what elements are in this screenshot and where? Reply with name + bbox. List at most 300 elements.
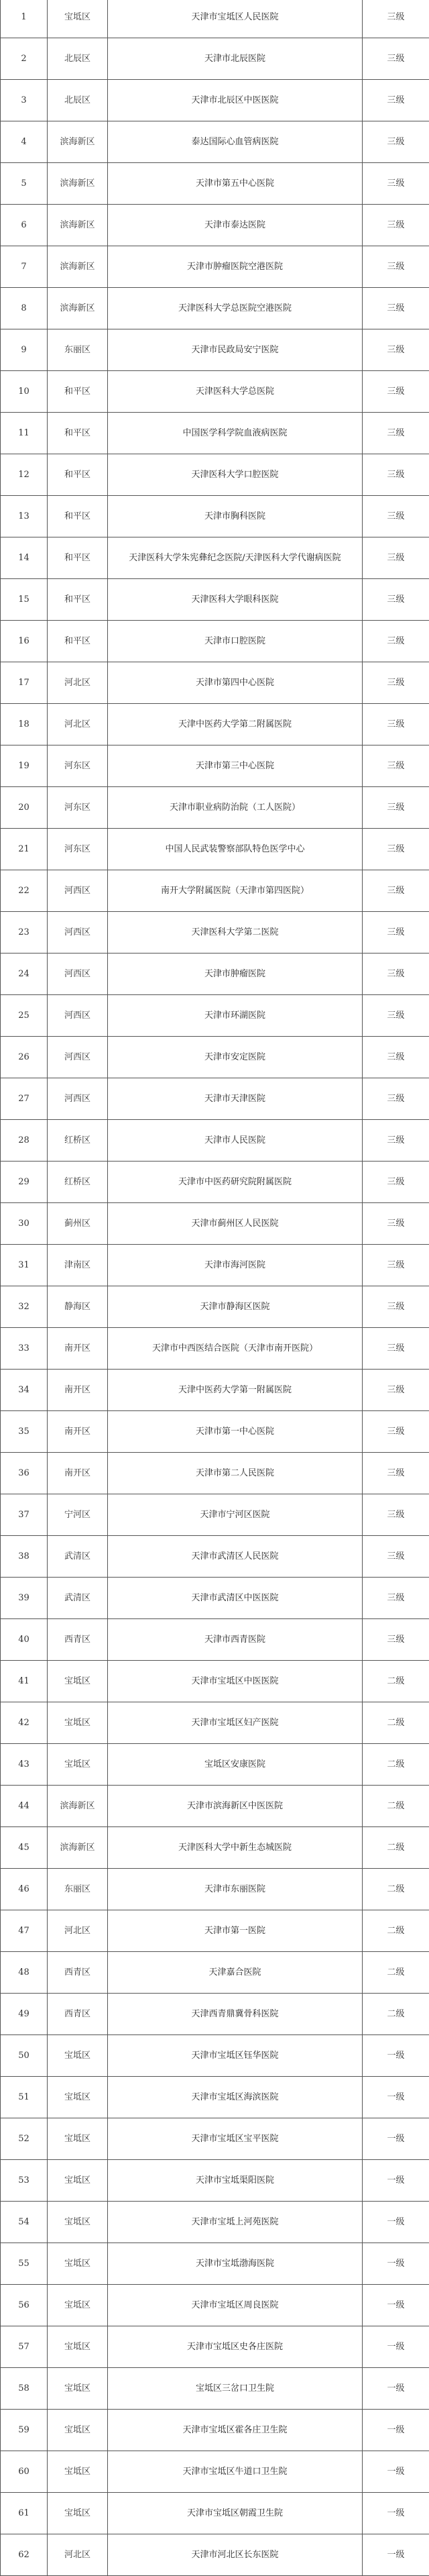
table-row (1, 2035, 429, 2077)
hospital-name-cell: 天津市宝坻区海滨医院 (108, 2077, 363, 2118)
row-number: 24 (1, 954, 48, 995)
district-cell: 滨海新区 (48, 288, 108, 329)
hospital-name-cell: 南开大学附属医院（天津市第四医院） (108, 870, 363, 912)
table-row (1, 1661, 429, 1702)
hospital-name-cell: 天津市宝坻区妇产医院 (108, 1702, 363, 1744)
row-number: 7 (1, 246, 48, 288)
level-cell: 三级 (363, 496, 429, 537)
level-cell: 三级 (363, 704, 429, 745)
district-cell: 河西区 (48, 954, 108, 995)
row-number: 49 (1, 1994, 48, 2035)
hospital-name-cell: 天津市宝坻区周良医院 (108, 2285, 363, 2326)
row-number: 40 (1, 1619, 48, 1661)
level-cell: 三级 (363, 1536, 429, 1578)
row-number: 11 (1, 413, 48, 454)
hospital-name-cell: 天津市静海区医院 (108, 1286, 363, 1328)
table-row (1, 1245, 429, 1286)
table-row (1, 2118, 429, 2160)
row-number: 45 (1, 1827, 48, 1869)
row-number: 2 (1, 38, 48, 80)
district-cell: 河西区 (48, 1078, 108, 1120)
district-cell: 静海区 (48, 1286, 108, 1328)
row-number: 58 (1, 2368, 48, 2410)
hospital-name-cell: 天津市泰达医院 (108, 205, 363, 246)
row-number: 38 (1, 1536, 48, 1578)
level-cell: 一级 (363, 2285, 429, 2326)
hospital-name-cell: 天津市肿瘤医院 (108, 954, 363, 995)
row-number: 1 (1, 0, 48, 38)
district-cell: 宝坻区 (48, 2160, 108, 2202)
district-cell: 河西区 (48, 1037, 108, 1078)
level-cell: 一级 (363, 2534, 429, 2576)
level-cell: 一级 (363, 2493, 429, 2534)
row-number: 36 (1, 1453, 48, 1494)
row-number: 60 (1, 2451, 48, 2493)
district-cell: 河北区 (48, 2534, 108, 2576)
district-cell: 和平区 (48, 621, 108, 662)
level-cell: 三级 (363, 1328, 429, 1370)
district-cell: 宝坻区 (48, 2493, 108, 2534)
level-cell: 一级 (363, 2243, 429, 2285)
row-number: 57 (1, 2326, 48, 2368)
table-row (1, 38, 429, 80)
hospital-name-cell: 天津市海河医院 (108, 1245, 363, 1286)
row-number: 35 (1, 1411, 48, 1453)
table-row (1, 1910, 429, 1952)
hospital-name-cell: 天津市第二人民医院 (108, 1453, 363, 1494)
level-cell: 三级 (363, 1203, 429, 1245)
table-row (1, 1078, 429, 1120)
hospital-name-cell: 天津市宝坻区牛道口卫生院 (108, 2451, 363, 2493)
hospital-name-cell: 天津市第一医院 (108, 1910, 363, 1952)
table-row (1, 1328, 429, 1370)
district-cell: 和平区 (48, 371, 108, 413)
table-row (1, 2285, 429, 2326)
level-cell: 三级 (363, 121, 429, 163)
row-number: 14 (1, 537, 48, 579)
row-number: 50 (1, 2035, 48, 2077)
district-cell: 滨海新区 (48, 246, 108, 288)
hospital-name-cell: 天津市天津医院 (108, 1078, 363, 1120)
table-row (1, 2202, 429, 2243)
hospital-name-cell: 天津市第四中心医院 (108, 662, 363, 704)
level-cell: 三级 (363, 163, 429, 205)
row-number: 43 (1, 1744, 48, 1786)
row-number: 55 (1, 2243, 48, 2285)
table-row (1, 2493, 429, 2534)
table-row (1, 2368, 429, 2410)
level-cell: 一级 (363, 2326, 429, 2368)
hospital-name-cell: 天津西青鼎冀骨科医院 (108, 1994, 363, 2035)
hospital-name-cell: 天津市安定医院 (108, 1037, 363, 1078)
hospital-name-cell: 中国医学科学院血液病医院 (108, 413, 363, 454)
district-cell: 河北区 (48, 704, 108, 745)
hospital-name-cell: 天津医科大学中新生态城医院 (108, 1827, 363, 1869)
hospital-name-cell: 宝坻区三岔口卫生院 (108, 2368, 363, 2410)
level-cell: 二级 (363, 1910, 429, 1952)
table-row (1, 1994, 429, 2035)
level-cell: 三级 (363, 1453, 429, 1494)
hospital-name-cell: 天津市宝坻区人民医院 (108, 0, 363, 38)
level-cell: 三级 (363, 1619, 429, 1661)
row-number: 59 (1, 2410, 48, 2451)
table-row (1, 1453, 429, 1494)
table-row (1, 1952, 429, 1994)
table-row (1, 1370, 429, 1411)
hospital-name-cell: 天津医科大学口腔医院 (108, 454, 363, 496)
table-row (1, 80, 429, 121)
row-number: 25 (1, 995, 48, 1037)
hospital-name-cell: 天津市武清区人民医院 (108, 1536, 363, 1578)
hospital-name-cell: 天津市宝坻区朝霞卫生院 (108, 2493, 363, 2534)
table-row (1, 2160, 429, 2202)
level-cell: 二级 (363, 1994, 429, 2035)
table-row (1, 1744, 429, 1786)
hospital-name-cell: 泰达国际心血管病医院 (108, 121, 363, 163)
row-number: 51 (1, 2077, 48, 2118)
district-cell: 西青区 (48, 1952, 108, 1994)
table-row (1, 1162, 429, 1203)
hospital-name-cell: 天津市宝坻渠阳医院 (108, 2160, 363, 2202)
level-cell: 三级 (363, 995, 429, 1037)
table-row (1, 1786, 429, 1827)
level-cell: 一级 (363, 2368, 429, 2410)
level-cell: 二级 (363, 1827, 429, 1869)
district-cell: 南开区 (48, 1328, 108, 1370)
hospital-name-cell: 天津医科大学第二医院 (108, 912, 363, 954)
district-cell: 宝坻区 (48, 2118, 108, 2160)
hospital-name-cell: 天津市环湖医院 (108, 995, 363, 1037)
row-number: 5 (1, 163, 48, 205)
level-cell: 一级 (363, 2118, 429, 2160)
district-cell: 北辰区 (48, 80, 108, 121)
hospital-name-cell: 天津市宝坻区霍各庄卫生院 (108, 2410, 363, 2451)
hospital-name-cell: 天津市民政局安宁医院 (108, 329, 363, 371)
hospital-name-cell: 中国人民武装警察部队特色医学中心 (108, 829, 363, 870)
district-cell: 和平区 (48, 496, 108, 537)
level-cell: 三级 (363, 454, 429, 496)
district-cell: 宝坻区 (48, 2077, 108, 2118)
row-number: 37 (1, 1494, 48, 1536)
level-cell: 三级 (363, 1286, 429, 1328)
district-cell: 滨海新区 (48, 205, 108, 246)
level-cell: 三级 (363, 745, 429, 787)
table-row (1, 288, 429, 329)
row-number: 53 (1, 2160, 48, 2202)
level-cell: 一级 (363, 2202, 429, 2243)
district-cell: 西青区 (48, 1619, 108, 1661)
table-row (1, 1536, 429, 1578)
hospital-name-cell: 天津嘉合医院 (108, 1952, 363, 1994)
district-cell: 红桥区 (48, 1120, 108, 1162)
hospital-name-cell: 天津市胸科医院 (108, 496, 363, 537)
row-number: 19 (1, 745, 48, 787)
row-number: 22 (1, 870, 48, 912)
district-cell: 北辰区 (48, 38, 108, 80)
row-number: 31 (1, 1245, 48, 1286)
hospital-name-cell: 天津市第三中心医院 (108, 745, 363, 787)
district-cell: 宁河区 (48, 1494, 108, 1536)
row-number: 47 (1, 1910, 48, 1952)
table-row (1, 745, 429, 787)
table-row (1, 413, 429, 454)
hospital-name-cell: 天津医科大学总医院 (108, 371, 363, 413)
district-cell: 河西区 (48, 995, 108, 1037)
table-row (1, 1869, 429, 1910)
table-row (1, 1120, 429, 1162)
row-number: 32 (1, 1286, 48, 1328)
level-cell: 三级 (363, 205, 429, 246)
level-cell: 三级 (363, 870, 429, 912)
level-cell: 三级 (363, 579, 429, 621)
level-cell: 一级 (363, 2451, 429, 2493)
district-cell: 宝坻区 (48, 2451, 108, 2493)
level-cell: 一级 (363, 2035, 429, 2077)
row-number: 48 (1, 1952, 48, 1994)
hospital-name-cell: 天津中医药大学第二附属医院 (108, 704, 363, 745)
level-cell: 二级 (363, 1661, 429, 1702)
table-row (1, 2451, 429, 2493)
level-cell: 一级 (363, 2410, 429, 2451)
hospital-name-cell: 天津市第五中心医院 (108, 163, 363, 205)
district-cell: 宝坻区 (48, 2243, 108, 2285)
hospital-name-cell: 天津市第一中心医院 (108, 1411, 363, 1453)
table-row (1, 1827, 429, 1869)
table-row (1, 954, 429, 995)
table-row (1, 246, 429, 288)
district-cell: 和平区 (48, 579, 108, 621)
level-cell: 一级 (363, 2160, 429, 2202)
table-row (1, 1619, 429, 1661)
table-row (1, 121, 429, 163)
level-cell: 三级 (363, 371, 429, 413)
hospital-name-cell: 天津市宝坻上河苑医院 (108, 2202, 363, 2243)
district-cell: 和平区 (48, 413, 108, 454)
level-cell: 二级 (363, 1744, 429, 1786)
row-number: 44 (1, 1786, 48, 1827)
table-row (1, 870, 429, 912)
table-row (1, 2534, 429, 2576)
district-cell: 蓟州区 (48, 1203, 108, 1245)
row-number: 56 (1, 2285, 48, 2326)
row-number: 16 (1, 621, 48, 662)
district-cell: 河北区 (48, 662, 108, 704)
hospital-name-cell: 天津市滨海新区中医医院 (108, 1786, 363, 1827)
row-number: 17 (1, 662, 48, 704)
table-row (1, 2410, 429, 2451)
district-cell: 河西区 (48, 912, 108, 954)
row-number: 21 (1, 829, 48, 870)
level-cell: 三级 (363, 329, 429, 371)
table-row (1, 1037, 429, 1078)
district-cell: 武清区 (48, 1536, 108, 1578)
row-number: 41 (1, 1661, 48, 1702)
row-number: 20 (1, 787, 48, 829)
hospital-name-cell: 天津市蓟州区人民医院 (108, 1203, 363, 1245)
level-cell: 一级 (363, 2077, 429, 2118)
district-cell: 河西区 (48, 870, 108, 912)
level-cell: 三级 (363, 912, 429, 954)
hospital-name-cell: 天津中医药大学第一附属医院 (108, 1370, 363, 1411)
table-row (1, 995, 429, 1037)
hospital-name-cell: 天津市宝坻区钰华医院 (108, 2035, 363, 2077)
hospital-name-cell: 天津市宝坻区中医医院 (108, 1661, 363, 1702)
hospital-name-cell: 天津市北辰区中医医院 (108, 80, 363, 121)
hospital-name-cell: 天津市宝坻区史各庄医院 (108, 2326, 363, 2368)
level-cell: 三级 (363, 1578, 429, 1619)
district-cell: 河东区 (48, 787, 108, 829)
district-cell: 滨海新区 (48, 163, 108, 205)
hospital-name-cell: 天津市宁河区医院 (108, 1494, 363, 1536)
table-row (1, 371, 429, 413)
hospital-name-cell: 天津市宝坻区宝平医院 (108, 2118, 363, 2160)
row-number: 9 (1, 329, 48, 371)
level-cell: 二级 (363, 1952, 429, 1994)
row-number: 12 (1, 454, 48, 496)
table-row (1, 2326, 429, 2368)
district-cell: 南开区 (48, 1453, 108, 1494)
row-number: 52 (1, 2118, 48, 2160)
district-cell: 宝坻区 (48, 0, 108, 38)
row-number: 4 (1, 121, 48, 163)
row-number: 23 (1, 912, 48, 954)
table-row (1, 496, 429, 537)
table-row (1, 537, 429, 579)
district-cell: 滨海新区 (48, 1827, 108, 1869)
hospital-name-cell: 天津医科大学总医院空港医院 (108, 288, 363, 329)
hospital-name-cell: 天津市肿瘤医院空港医院 (108, 246, 363, 288)
row-number: 34 (1, 1370, 48, 1411)
table-row (1, 454, 429, 496)
level-cell: 三级 (363, 80, 429, 121)
row-number: 6 (1, 205, 48, 246)
district-cell: 和平区 (48, 454, 108, 496)
district-cell: 宝坻区 (48, 2326, 108, 2368)
district-cell: 宝坻区 (48, 2410, 108, 2451)
district-cell: 西青区 (48, 1994, 108, 2035)
hospital-name-cell: 天津市中西医结合医院（天津市南开医院） (108, 1328, 363, 1370)
hospital-name-cell: 天津市北辰医院 (108, 38, 363, 80)
district-cell: 南开区 (48, 1370, 108, 1411)
hospital-name-cell: 天津医科大学眼科医院 (108, 579, 363, 621)
level-cell: 三级 (363, 954, 429, 995)
level-cell: 三级 (363, 288, 429, 329)
hospital-table-body (1, 0, 429, 2576)
level-cell: 三级 (363, 1078, 429, 1120)
district-cell: 河东区 (48, 745, 108, 787)
level-cell: 三级 (363, 1494, 429, 1536)
table-row (1, 662, 429, 704)
level-cell: 三级 (363, 787, 429, 829)
row-number: 29 (1, 1162, 48, 1203)
level-cell: 三级 (363, 1162, 429, 1203)
district-cell: 宝坻区 (48, 1702, 108, 1744)
table-row (1, 0, 429, 38)
level-cell: 三级 (363, 662, 429, 704)
table-row (1, 329, 429, 371)
row-number: 46 (1, 1869, 48, 1910)
level-cell: 三级 (363, 537, 429, 579)
district-cell: 津南区 (48, 1245, 108, 1286)
level-cell: 二级 (363, 1702, 429, 1744)
table-row (1, 1702, 429, 1744)
hospital-name-cell: 天津市河北区长东医院 (108, 2534, 363, 2576)
hospital-name-cell: 天津市中医药研究院附属医院 (108, 1162, 363, 1203)
level-cell: 三级 (363, 1370, 429, 1411)
table-row (1, 704, 429, 745)
table-row (1, 912, 429, 954)
hospital-name-cell: 天津市西青医院 (108, 1619, 363, 1661)
row-number: 27 (1, 1078, 48, 1120)
row-number: 61 (1, 2493, 48, 2534)
row-number: 10 (1, 371, 48, 413)
hospital-name-cell: 天津市武清区中医医院 (108, 1578, 363, 1619)
table-row (1, 2077, 429, 2118)
district-cell: 滨海新区 (48, 121, 108, 163)
district-cell: 武清区 (48, 1578, 108, 1619)
district-cell: 河北区 (48, 1910, 108, 1952)
district-cell: 宝坻区 (48, 1744, 108, 1786)
district-cell: 宝坻区 (48, 2035, 108, 2077)
district-cell: 南开区 (48, 1411, 108, 1453)
hospital-name-cell: 天津医科大学朱宪彝纪念医院/天津医科大学代谢病医院 (108, 537, 363, 579)
district-cell: 宝坻区 (48, 2202, 108, 2243)
table-row (1, 1494, 429, 1536)
table-row (1, 621, 429, 662)
level-cell: 三级 (363, 38, 429, 80)
row-number: 39 (1, 1578, 48, 1619)
row-number: 18 (1, 704, 48, 745)
hospital-name-cell: 宝坻区安康医院 (108, 1744, 363, 1786)
table-row (1, 1286, 429, 1328)
district-cell: 宝坻区 (48, 2285, 108, 2326)
level-cell: 三级 (363, 246, 429, 288)
row-number: 62 (1, 2534, 48, 2576)
table-row (1, 579, 429, 621)
row-number: 30 (1, 1203, 48, 1245)
table-row (1, 829, 429, 870)
table-row (1, 163, 429, 205)
row-number: 26 (1, 1037, 48, 1078)
district-cell: 红桥区 (48, 1162, 108, 1203)
level-cell: 三级 (363, 413, 429, 454)
table-row (1, 2243, 429, 2285)
hospital-name-cell: 天津市东丽医院 (108, 1869, 363, 1910)
district-cell: 东丽区 (48, 1869, 108, 1910)
hospital-name-cell: 天津市宝坻渤海医院 (108, 2243, 363, 2285)
row-number: 42 (1, 1702, 48, 1744)
level-cell: 三级 (363, 1037, 429, 1078)
row-number: 54 (1, 2202, 48, 2243)
table-row (1, 205, 429, 246)
row-number: 28 (1, 1120, 48, 1162)
row-number: 33 (1, 1328, 48, 1370)
district-cell: 宝坻区 (48, 1661, 108, 1702)
level-cell: 三级 (363, 1245, 429, 1286)
row-number: 13 (1, 496, 48, 537)
hospital-name-cell: 天津市人民医院 (108, 1120, 363, 1162)
level-cell: 二级 (363, 1786, 429, 1827)
hospital-name-cell: 天津市口腔医院 (108, 621, 363, 662)
level-cell: 三级 (363, 1411, 429, 1453)
table-row (1, 1411, 429, 1453)
level-cell: 二级 (363, 1869, 429, 1910)
level-cell: 三级 (363, 829, 429, 870)
table-row (1, 1203, 429, 1245)
row-number: 3 (1, 80, 48, 121)
district-cell: 宝坻区 (48, 2368, 108, 2410)
district-cell: 东丽区 (48, 329, 108, 371)
